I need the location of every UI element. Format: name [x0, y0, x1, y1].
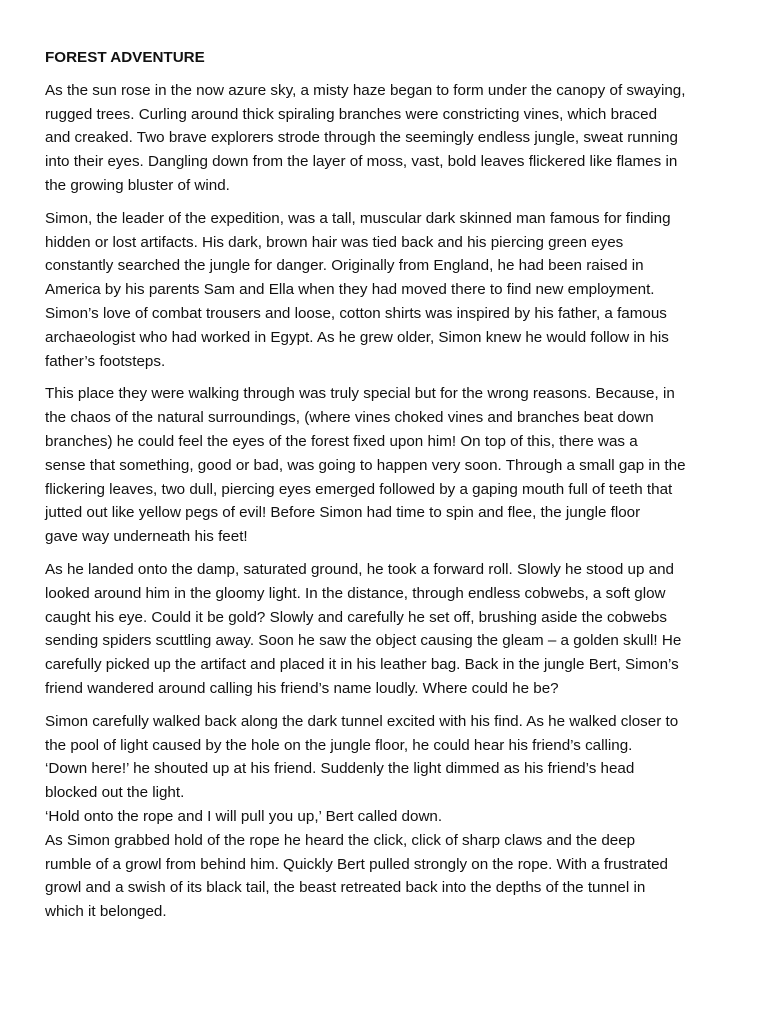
paragraph-1: [45, 79, 725, 198]
text-line: As Simon grabbed hold of the rope he heard the click, click of sharp claws and the deep: [45, 831, 636, 849]
text-line: ‘Down here!’ he shouted up at his friend. Suddenly the light dimmed as his friend’s head: [45, 760, 635, 778]
text-line: hidden or lost artifacts. His dark, brown hair was tied back and his piercing green eyes: [45, 233, 624, 251]
text-line: sense that something, good or bad, was going to happen very soon. Through a small gap in the: [45, 456, 686, 474]
text-line: which it belonged.: [45, 903, 167, 921]
text-line: branches) he could feel the eyes of the forest fixed upon him! On top of this, there was a: [45, 432, 638, 450]
paragraph-5: [45, 710, 725, 924]
text-line: This place they were walking through was truly special but for the wrong reasons. Because, in: [45, 385, 675, 403]
paragraph-3: [45, 382, 725, 549]
text-line: the growing bluster of wind.: [45, 176, 230, 194]
text-line: ‘Hold onto the rope and I will pull you up,’ Bert called down.: [45, 807, 443, 825]
text-line: carefully picked up the artifact and placed it in his leather bag. Back in the jungle Bert, Simon’s: [45, 656, 679, 674]
text-line: rugged trees. Curling around thick spiraling branches were constricting vines, which braced: [45, 105, 658, 123]
text-line: caught his eye. Could it be gold? Slowly and carefully he set off, brushing aside the cobwebs: [45, 608, 667, 626]
text-line: father’s footsteps.: [45, 352, 166, 370]
text-line: rumble of a growl from behind him. Quickly Bert pulled strongly on the rope. With a frustrated: [45, 855, 668, 873]
text-line: the chaos of the natural surroundings, (where vines choked vines and branches beat down: [45, 409, 654, 427]
text-line: into their eyes. Dangling down from the layer of moss, vast, bold leaves flickered like flames in: [45, 153, 678, 171]
document-body: [45, 79, 725, 924]
text-line: sending spiders scuttling away. Soon he saw the object causing the gleam – a golden skull! He: [45, 632, 682, 650]
text-line: As the sun rose in the now azure sky, a misty haze began to form under the canopy of swaying,: [45, 81, 686, 99]
document-page: [45, 46, 725, 933]
text-line: archaeologist who had worked in Egypt. As he grew older, Simon knew he would follow in his: [45, 328, 669, 346]
text-line: blocked out the light.: [45, 784, 185, 802]
paragraph-4: [45, 558, 725, 701]
text-line: flickering leaves, two dull, piercing eyes emerged followed by a gaping mouth full of teeth that: [45, 480, 673, 498]
text-line: Simon’s love of combat trousers and loose, cotton shirts was inspired by his father, a famous: [45, 304, 667, 322]
text-line: the pool of light caused by the hole on the jungle floor, he could hear his friend’s calling.: [45, 736, 633, 754]
text-line: looked around him in the gloomy light. In the distance, through endless cobwebs, a soft glow: [45, 584, 666, 602]
text-line: As he landed onto the damp, saturated ground, he took a forward roll. Slowly he stood up and: [45, 560, 674, 578]
text-line: and creaked. Two brave explorers strode through the seemingly endless jungle, sweat running: [45, 129, 678, 147]
text-line: Simon carefully walked back along the dark tunnel excited with his find. As he walked closer to: [45, 712, 679, 730]
text-line: jutted out like yellow pegs of evil! Before Simon had time to spin and flee, the jungle floor: [45, 504, 641, 522]
text-line: friend wandered around calling his friend’s name loudly. Where could he be?: [45, 679, 559, 697]
text-line: America by his parents Sam and Ella when they had moved there to find new employment.: [45, 281, 655, 299]
paragraph-2: [45, 207, 725, 374]
text-line: growl and a swish of its black tail, the beast retreated back into the depths of the tunnel in: [45, 879, 646, 897]
text-line: gave way underneath his feet!: [45, 528, 248, 546]
document-title: FOREST ADVENTURE: [45, 49, 205, 66]
text-line: constantly searched the jungle for danger. Originally from England, he had been raised in: [45, 257, 644, 275]
text-line: Simon, the leader of the expedition, was a tall, muscular dark skinned man famous for finding: [45, 209, 671, 227]
